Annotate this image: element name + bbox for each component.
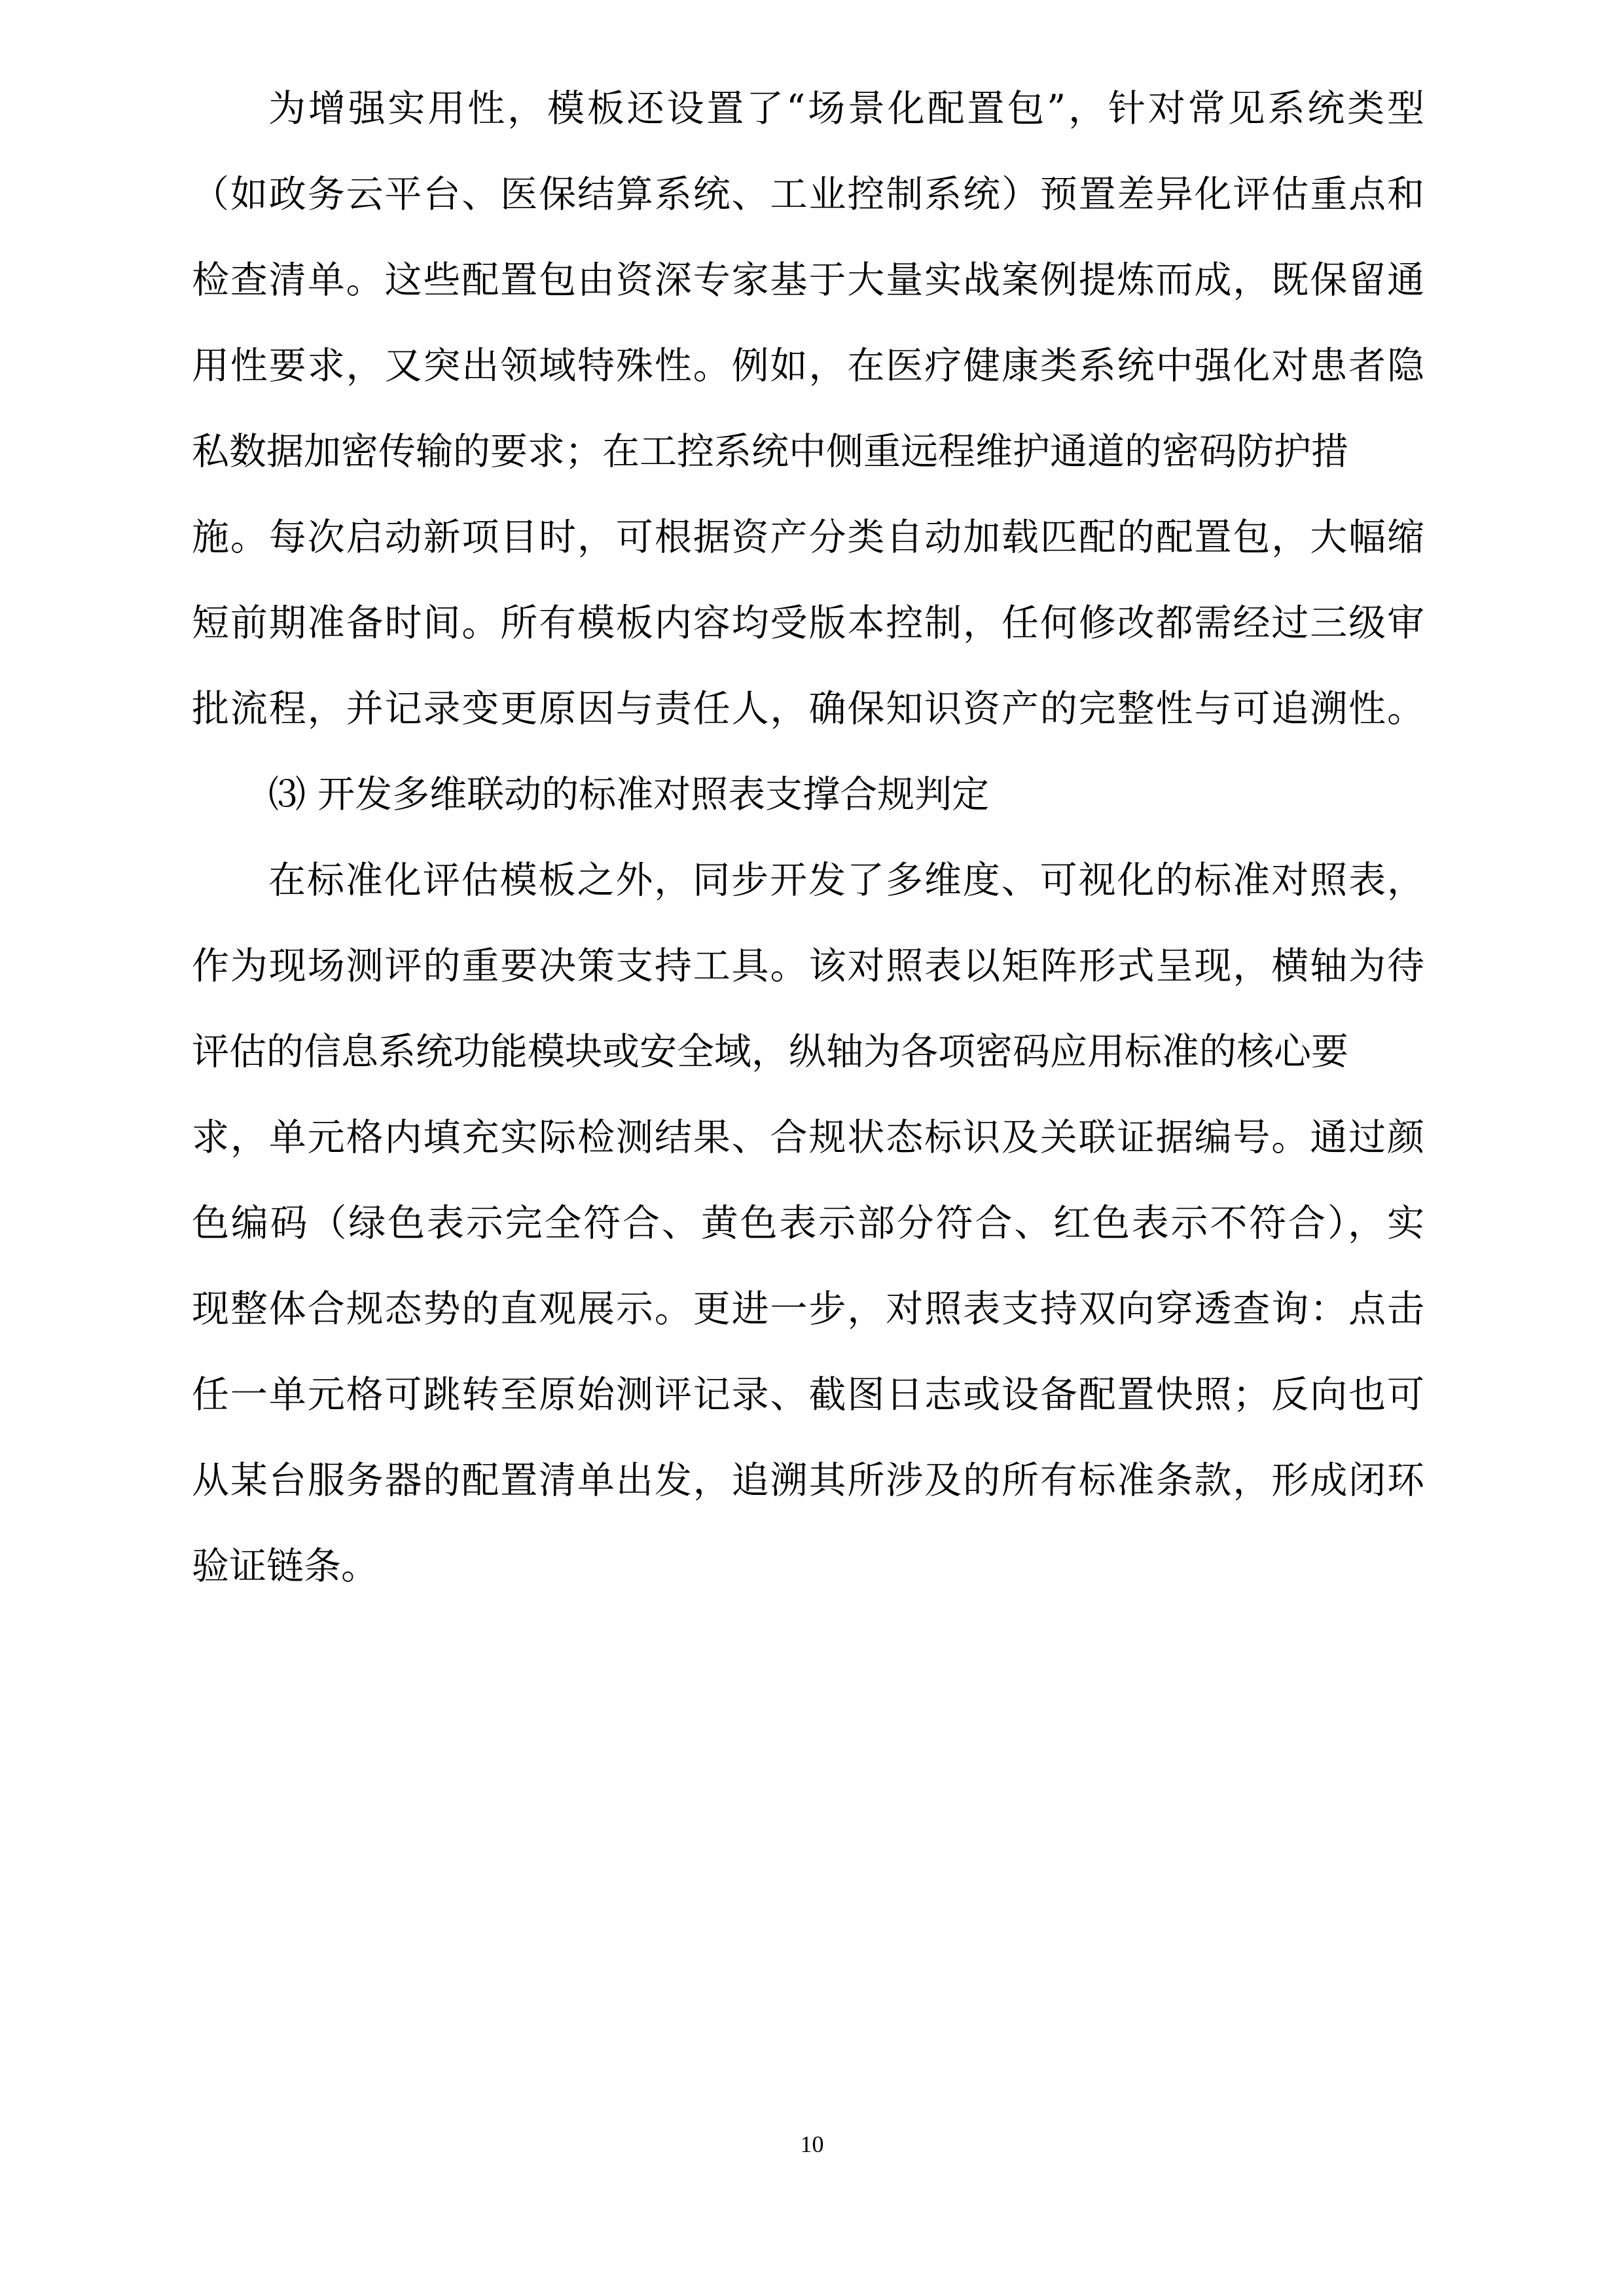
paragraph-line: 评估的信息系统功能模块或安全域，纵轴为各项密码应用标准的核心要 [192, 1030, 1348, 1073]
section-heading: ⑶ 开发多维联动的标准对照表支撑合规判定 [268, 773, 990, 816]
paragraph-line: 作为现场测评的重要决策支持工具。该对照表以矩阵形式呈现，横轴为待 [192, 944, 1424, 988]
paragraph-line: 现整体合规态势的直观展示。更进一步，对照表支持双向穿透查询：点击 [192, 1287, 1424, 1331]
paragraph-line: 在标准化评估模板之外，同步开发了多维度、可视化的标准对照表， [268, 859, 1424, 902]
paragraph-line: 用性要求，又突出领域特殊性。例如，在医疗健康类系统中强化对患者隐 [192, 344, 1424, 387]
paragraph-line: 从某台服务器的配置清单出发，追溯其所涉及的所有标准条款，形成闭环 [192, 1459, 1424, 1502]
paragraph-line: 私数据加密传输的要求；在工控系统中侧重远程维护通道的密码防护措 [192, 430, 1348, 473]
paragraph-line: 任一单元格可跳转至原始测评记录、截图日志或设备配置快照；反向也可 [192, 1373, 1424, 1416]
paragraph-line: 批流程，并记录变更原因与责任人，确保知识资产的完整性与可追溯性。 [192, 687, 1424, 730]
page-number: 10 [800, 2131, 824, 2157]
paragraph-line: 短前期准备时间。所有模板内容均受版本控制，任何修改都需经过三级审 [192, 601, 1424, 645]
paragraph-line: 检查清单。这些配置包由资深专家基于大量实战案例提炼而成，既保留通 [192, 259, 1424, 302]
paragraph-line: 施。每次启动新项目时，可根据资产分类自动加载匹配的配置包，大幅缩 [192, 516, 1424, 559]
paragraph-line: 验证链条。 [192, 1545, 378, 1588]
paragraph-line: （如政务云平台、医保结算系统、工业控制系统）预置差异化评估重点和 [192, 173, 1424, 216]
paragraph-line: 为增强实用性，模板还设置了“场景化配置包”，针对常见系统类型 [268, 87, 1424, 130]
paragraph-line: 色编码（绿色表示完全符合、黄色表示部分符合、红色表示不符合），实 [192, 1202, 1424, 1245]
paragraph-line: 求，单元格内填充实际检测结果、合规状态标识及关联证据编号。通过颜 [192, 1116, 1424, 1159]
